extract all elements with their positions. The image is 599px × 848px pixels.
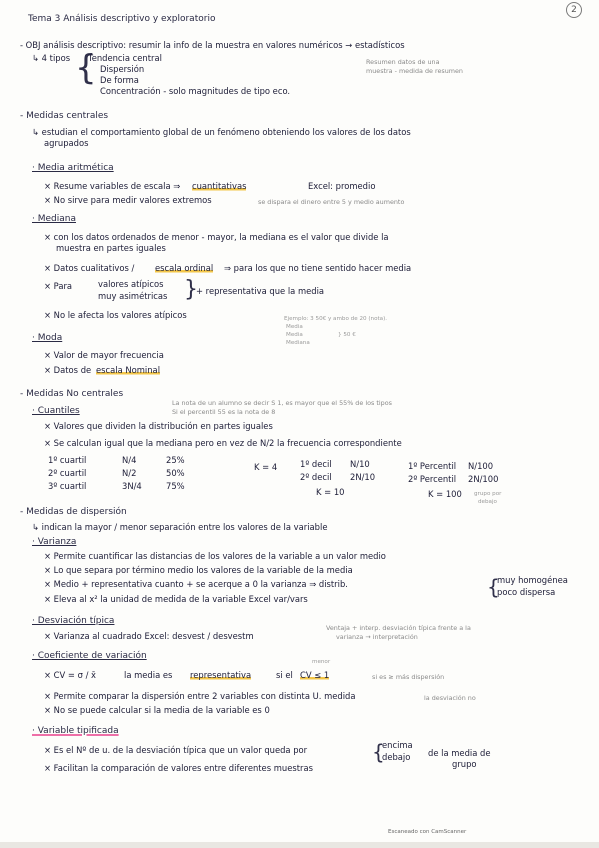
tipo-item: Tendencia central	[88, 53, 162, 63]
cuartil-name: 3º cuartil	[48, 481, 87, 491]
media-bullet: × Resume variables de escala ⇒	[44, 181, 181, 191]
page-number: 2	[566, 2, 582, 18]
intro-side-note: Resumen datos de una	[366, 58, 440, 66]
cuantiles-bullet: × Se calculan igual que la mediana pero en vez de N/2 la frecuencia correspondiente	[44, 438, 402, 448]
intro-objective: - OBJ análisis descriptivo: resumir la info de la muestra en valores numéricos → estadísticos	[20, 40, 405, 50]
tipificada-bullet: de la media de	[428, 748, 491, 758]
decil-name: 1º decil	[300, 459, 332, 469]
decil-fraction: 2N/10	[350, 472, 376, 482]
desviacion-note: varianza → interpretación	[336, 633, 418, 641]
cuartil-percent: 50%	[166, 468, 185, 478]
intro-brace: {	[75, 48, 97, 88]
varianza-bullet: × Medio + representativa cuanto + se acerque a 0 la varianza ⇒ distrib.	[44, 579, 348, 589]
media-bullet: × No sirve para medir valores extremos	[44, 195, 212, 205]
mediana-example: } 50 €	[338, 332, 356, 338]
centrales-desc: agrupados	[44, 138, 89, 148]
cv-bullet: × No se puede calcular si la media de la variable es 0	[44, 705, 270, 715]
media-highlight: cuantitativas	[192, 181, 247, 191]
decil-name: 2º decil	[300, 472, 332, 482]
mediana-option: muy asimétricas	[98, 291, 168, 301]
mediana-bullet: × No le afecta los valores atípicos	[44, 310, 187, 320]
mediana-bullet: × con los datos ordenados de menor - mayor, la mediana es el valor que divide la	[44, 232, 389, 242]
moda-bullet: × Valor de mayor frecuencia	[44, 350, 164, 360]
percentil-k: K = 100	[428, 489, 462, 499]
percentil-fraction: N/100	[468, 461, 494, 471]
section-dispersion-heading: - Medidas de dispersión	[20, 507, 127, 517]
decil-k: K = 10	[316, 487, 345, 497]
section-no-centrales-heading: - Medidas No centrales	[20, 389, 124, 399]
section-centrales-heading: - Medidas centrales	[20, 111, 109, 121]
mediana-brace: }	[184, 277, 198, 302]
mediana-option: valores atípicos	[98, 279, 164, 289]
tipificada-bullet: grupo	[452, 759, 477, 769]
cv-bullet: × CV = σ / x̄	[44, 670, 97, 680]
cv-bullet: la media es	[124, 670, 173, 680]
no-centrales-note: La nota de un alumno se decir S 1, es mayor que el 55% de los tipos	[172, 399, 392, 407]
moda-heading: · Moda	[32, 333, 63, 343]
no-centrales-note: Si el percentil 55 es la nota de 8	[172, 408, 276, 416]
tipificada-option: encima	[382, 740, 413, 750]
page-title: Tema 3 Análisis descriptivo y exploratorio	[28, 14, 216, 24]
mediana-heading: · Mediana	[32, 214, 76, 224]
mediana-highlight: escala ordinal	[155, 263, 214, 273]
mediana-bullet: + representativa que la media	[196, 286, 325, 296]
varianza-heading: · Varianza	[32, 537, 77, 547]
cv-bullet: × Permite comparar la dispersión entre 2 variables con distinta U. medida	[44, 691, 356, 701]
cuartil-fraction: N/4	[122, 455, 137, 465]
cuartil-fraction: 3N/4	[122, 481, 142, 491]
media-note: se dispara el dinero entre 5 y medio aumento	[258, 198, 405, 206]
decil-fraction: N/10	[350, 459, 370, 469]
mediana-example: Mediana	[286, 340, 310, 346]
media-excel: Excel: promedio	[308, 181, 376, 191]
desviacion-bullet: × Varianza al cuadrado Excel: desvest / desvestm	[44, 631, 254, 641]
cv-menor-note: menor	[312, 659, 331, 665]
moda-highlight: escala Nominal	[96, 365, 161, 375]
tipificada-brace: {	[372, 740, 385, 764]
varianza-side: poco dispersa	[497, 587, 556, 597]
mediana-bullet: muestra en partes iguales	[56, 243, 166, 253]
page-bottom-edge	[0, 842, 599, 848]
percentil-fraction: 2N/100	[468, 474, 499, 484]
varianza-bullet: × Eleva al x² la unidad de medida de la variable Excel var/vars	[44, 594, 308, 604]
tipo-item: Concentración - solo magnitudes de tipo eco.	[100, 86, 291, 96]
dispersion-desc: ↳ indican la mayor / menor separación entre los valores de la variable	[32, 522, 328, 532]
mediana-bullet: × Datos cualitativos /	[44, 263, 135, 273]
cv-highlight: CV ≤ 1	[300, 670, 330, 680]
mediana-example: Ejemplo: 3 50€ y ambo de 20 (nota).	[284, 316, 388, 322]
tipificada-option: debajo	[382, 752, 411, 762]
cuantiles-heading: · Cuantiles	[32, 406, 80, 416]
percentil-name: 1º Percentil	[408, 461, 457, 471]
media-heading: · Media aritmética	[32, 163, 114, 173]
cuartil-percent: 75%	[166, 481, 185, 491]
varianza-brace: {	[487, 575, 500, 599]
scanner-footer: Escaneado con CamScanner	[388, 829, 467, 835]
desviacion-note: Ventaja + interp. desviación típica frente a la	[326, 624, 471, 632]
cuartil-k: K = 4	[254, 462, 278, 472]
tipo-item: Dispersión	[100, 64, 145, 74]
cv-bullet: si el	[276, 670, 293, 680]
cuartil-name: 2º cuartil	[48, 468, 87, 478]
varianza-side: muy homogénea	[497, 575, 568, 585]
mediana-example: Media	[286, 332, 303, 338]
moda-bullet: × Datos de	[44, 365, 92, 375]
cv-note: la desviación no	[424, 694, 476, 702]
percentil-note: grupo por	[474, 491, 502, 497]
cv-highlight: representativa	[190, 670, 252, 680]
cuartil-percent: 25%	[166, 455, 185, 465]
tipificada-heading: · Variable tipificada	[32, 726, 119, 736]
mediana-bullet: ⇒ para los que no tiene sentido hacer media	[224, 263, 412, 273]
cuantiles-bullet: × Valores que dividen la distribución en partes iguales	[44, 421, 273, 431]
cv-heading: · Coeficiente de variación	[32, 651, 147, 661]
mediana-bullet: × Para	[44, 281, 73, 291]
tipo-item: De forma	[100, 75, 139, 85]
intro-side-note: muestra - medida de resumen	[366, 67, 463, 75]
mediana-example: Media	[286, 324, 303, 330]
centrales-desc: ↳ estudian el comportamiento global de un fenómeno obteniendo los valores de los datos	[32, 127, 411, 137]
cv-note: si es ≥ más dispersión	[372, 673, 445, 681]
cuartil-name: 1º cuartil	[48, 455, 87, 465]
tipificada-bullet: × Es el Nº de u. de la desviación típica que un valor queda por	[44, 745, 308, 755]
varianza-bullet: × Lo que separa por término medio los valores de la variable de la media	[44, 565, 353, 575]
desviacion-heading: · Desviación típica	[32, 616, 115, 626]
cuartil-fraction: N/2	[122, 468, 137, 478]
percentil-note: debajo	[478, 499, 497, 505]
varianza-bullet: × Permite cuantificar las distancias de los valores de la variable a un valor medio	[44, 551, 386, 561]
intro-tipos-label: ↳ 4 tipos	[32, 53, 71, 63]
percentil-name: 2º Percentil	[408, 474, 457, 484]
tipificada-bullet: × Facilitan la comparación de valores entre diferentes muestras	[44, 763, 313, 773]
